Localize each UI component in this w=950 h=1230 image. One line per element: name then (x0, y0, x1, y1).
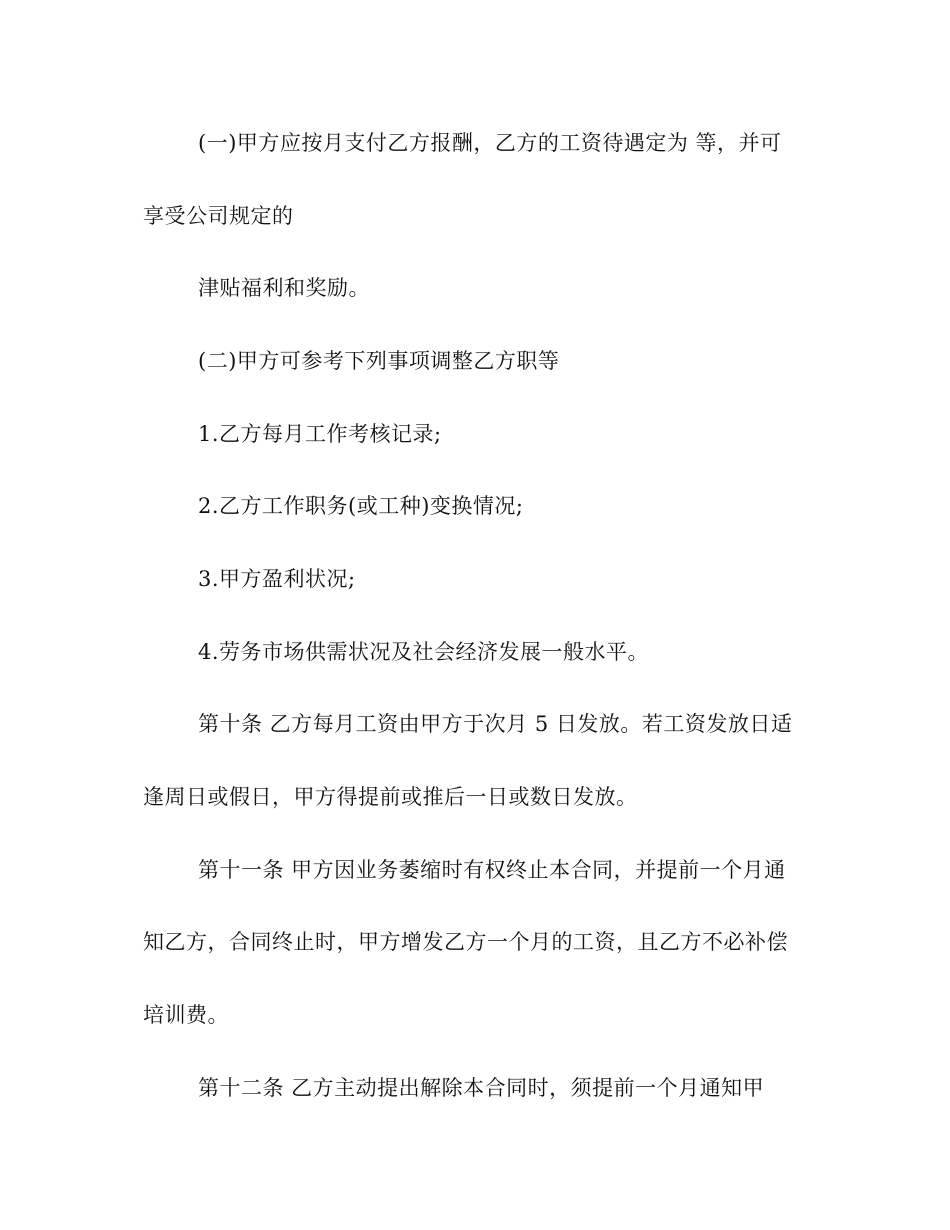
article-10-line-1: 第十条 乙方每月工资由甲方于次月 5 日发放。若工资发放日适 (198, 712, 793, 736)
article-11-line-2: 知乙方，合同终止时，甲方增发乙方一个月的工资，且乙方不必补偿 (143, 930, 788, 954)
article-11-line-1: 第十一条 甲方因业务萎缩时有权终止本合同，并提前一个月通 (198, 858, 786, 882)
clause-1-line-1: (一)甲方应按月支付乙方报酬，乙方的工资待遇定为 等，并可 (198, 131, 782, 155)
clause-1-line-3: 津贴福利和奖励。 (198, 276, 370, 300)
list-item-3: 3.甲方盈利状况; (198, 567, 356, 591)
clause-1-line-2: 享受公司规定的 (143, 204, 294, 228)
clause-2-heading: (二)甲方可参考下列事项调整乙方职等 (198, 349, 560, 373)
article-12-line-1: 第十二条 乙方主动提出解除本合同时，须提前一个月通知甲 (198, 1076, 765, 1100)
article-11-line-3: 培训费。 (143, 1003, 229, 1027)
article-10-line-2: 逢周日或假日，甲方得提前或推后一日或数日发放。 (143, 785, 638, 809)
list-item-2: 2.乙方工作职务(或工种)变换情况; (198, 494, 524, 518)
list-item-4: 4.劳务市场供需状况及社会经济发展一般水平。 (198, 640, 650, 664)
list-item-1: 1.乙方每月工作考核记录; (198, 422, 442, 446)
